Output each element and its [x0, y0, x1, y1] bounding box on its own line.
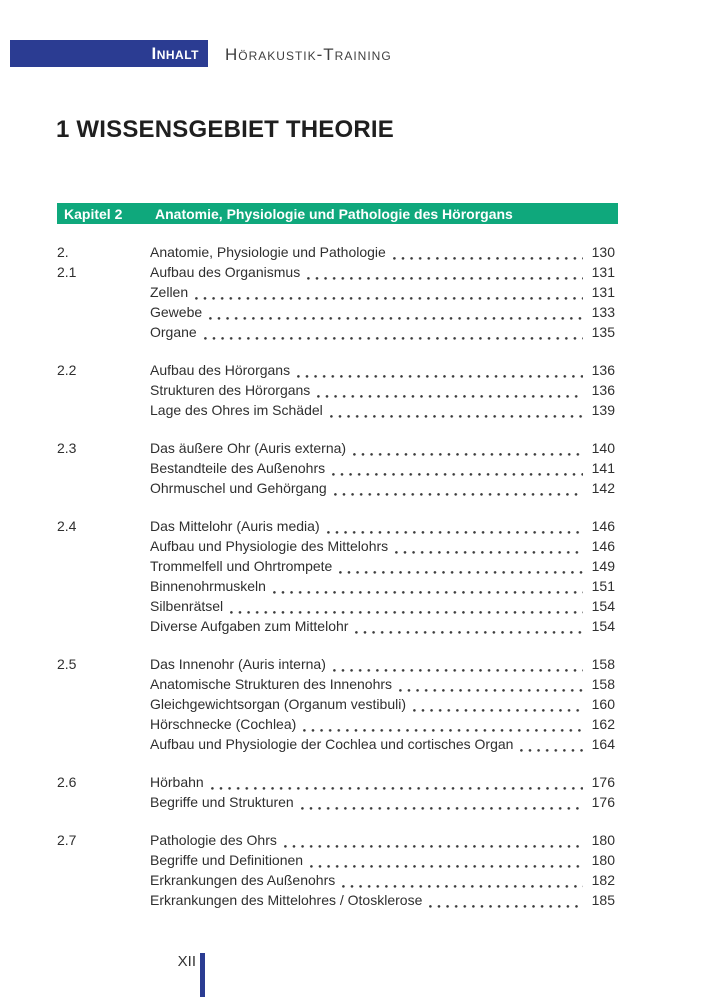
page-number: XII — [177, 953, 196, 970]
toc-entry — [57, 460, 615, 480]
toc-entry-title: Lage des Ohres im Schädel — [150, 402, 323, 418]
part-title: 1 WISSENSGEBIET THEORIE — [56, 116, 394, 143]
toc — [57, 244, 615, 930]
toc-entry-title: Trommelfell und Ohrtrompete — [150, 558, 333, 574]
chapter-banner — [57, 203, 618, 224]
toc-entry-page: 136 — [591, 362, 615, 378]
toc-group — [57, 518, 615, 638]
toc-entry-page: 139 — [591, 402, 615, 418]
toc-entry — [57, 892, 615, 912]
toc-entry-page: 149 — [591, 558, 615, 574]
toc-entry-page: 131 — [591, 284, 615, 300]
toc-entry-title: Hörschnecke (Cochlea) — [150, 716, 297, 732]
toc-entry-number: 2.2 — [57, 362, 77, 378]
toc-entry — [57, 872, 615, 892]
toc-entry-title: Ohrmuschel und Gehörgang — [150, 480, 327, 496]
dot-leader — [342, 885, 583, 888]
toc-entry-page: 176 — [591, 774, 615, 790]
toc-group — [57, 832, 615, 912]
toc-entry — [57, 676, 615, 696]
toc-entry-title: Aufbau des Hörorgans — [150, 362, 291, 378]
dot-leader — [273, 591, 583, 594]
dot-leader — [297, 375, 583, 378]
toc-entry-page: 136 — [591, 382, 615, 398]
toc-entry — [57, 558, 615, 578]
toc-entry-page: 162 — [591, 716, 615, 732]
dot-leader — [301, 807, 583, 810]
toc-entry-page: 154 — [591, 618, 615, 634]
toc-entry-title: Diverse Aufgaben zum Mittelohr — [150, 618, 349, 634]
toc-entry — [57, 598, 615, 618]
toc-entry-page: 141 — [591, 460, 615, 476]
toc-entry — [57, 578, 615, 598]
toc-entry-page: 182 — [591, 872, 615, 888]
toc-entry-page: 142 — [591, 480, 615, 496]
dot-leader — [429, 905, 583, 908]
toc-entry — [57, 244, 615, 264]
toc-entry — [57, 716, 615, 736]
toc-entry-title: Strukturen des Hörorgans — [150, 382, 311, 398]
toc-entry — [57, 794, 615, 814]
toc-entry — [57, 538, 615, 558]
chapter-number: Kapitel 2 — [64, 205, 123, 222]
toc-entry — [57, 736, 615, 756]
dot-leader — [317, 395, 583, 398]
toc-entry-title: Organe — [150, 324, 197, 340]
toc-entry-page: 185 — [591, 892, 615, 908]
folio-bar — [200, 953, 205, 997]
toc-entry-title: Aufbau und Physiologie des Mittelohrs — [150, 538, 389, 554]
dot-leader — [399, 689, 583, 692]
dot-leader — [332, 473, 583, 476]
book-title: Hörakustik-Training — [225, 45, 392, 64]
toc-entry-title: Das Innenohr (Auris interna) — [150, 656, 326, 672]
dot-leader — [353, 453, 583, 456]
dot-leader — [195, 297, 583, 300]
toc-entry — [57, 618, 615, 638]
toc-entry — [57, 304, 615, 324]
toc-entry-title: Binnenohrmuskeln — [150, 578, 266, 594]
dot-leader — [413, 709, 583, 712]
toc-entry — [57, 696, 615, 716]
dot-leader — [339, 571, 583, 574]
toc-entry-number: 2.3 — [57, 440, 77, 456]
toc-group — [57, 656, 615, 756]
dot-leader — [209, 317, 583, 320]
toc-entry-number: 2.6 — [57, 774, 77, 790]
toc-entry-title: Gewebe — [150, 304, 203, 320]
toc-entry-title: Silbenrätsel — [150, 598, 224, 614]
toc-entry-number: 2.4 — [57, 518, 77, 534]
toc-entry-page: 130 — [591, 244, 615, 260]
toc-entry — [57, 656, 615, 676]
dot-leader — [204, 337, 583, 340]
toc-entry-page: 146 — [591, 518, 615, 534]
toc-entry-page: 131 — [591, 264, 615, 280]
toc-entry-title: Aufbau des Organismus — [150, 264, 301, 280]
toc-entry-title: Hörbahn — [150, 774, 204, 790]
dot-leader — [520, 749, 583, 752]
toc-entry — [57, 480, 615, 500]
toc-entry-page: 140 — [591, 440, 615, 456]
toc-entry — [57, 440, 615, 460]
dot-leader — [333, 669, 583, 672]
chapter-title: Anatomie, Physiologie und Pathologie des Hörorgans — [155, 205, 513, 222]
toc-group — [57, 774, 615, 814]
dot-leader — [327, 531, 583, 534]
running-header — [0, 40, 707, 67]
toc-entry-title: Anatomie, Physiologie und Pathologie — [150, 244, 386, 260]
dot-leader — [230, 611, 583, 614]
toc-entry — [57, 402, 615, 422]
dot-leader — [307, 277, 583, 280]
toc-entry — [57, 518, 615, 538]
toc-entry — [57, 284, 615, 304]
dot-leader — [303, 729, 583, 732]
toc-entry-title: Bestandteile des Außenohrs — [150, 460, 326, 476]
dot-leader — [355, 631, 583, 634]
toc-entry-title: Das Mittelohr (Auris media) — [150, 518, 320, 534]
toc-entry — [57, 832, 615, 852]
toc-entry-title: Begriffe und Strukturen — [150, 794, 294, 810]
section-label-band — [10, 40, 208, 67]
toc-entry-title: Erkrankungen des Außenohrs — [150, 872, 336, 888]
toc-entry-title: Begriffe und Definitionen — [150, 852, 304, 868]
section-label: Inhalt — [151, 43, 199, 63]
dot-leader — [393, 257, 583, 260]
toc-entry-page: 151 — [591, 578, 615, 594]
toc-entry-page: 135 — [591, 324, 615, 340]
toc-entry-page: 158 — [591, 676, 615, 692]
toc-entry — [57, 382, 615, 402]
toc-entry-page: 158 — [591, 656, 615, 672]
toc-entry-number: 2.1 — [57, 264, 77, 280]
toc-entry-page: 180 — [591, 832, 615, 848]
dot-leader — [330, 415, 583, 418]
toc-entry — [57, 362, 615, 382]
toc-entry-title: Aufbau und Physiologie der Cochlea und cortisches Organ — [150, 736, 514, 752]
toc-entry-title: Gleichgewichtsorgan (Organum vestibuli) — [150, 696, 406, 712]
dot-leader — [310, 865, 583, 868]
toc-entry-number: 2. — [57, 244, 69, 260]
toc-entry-title: Zellen — [150, 284, 189, 300]
toc-entry-title: Erkrankungen des Mittelohres / Otosklerose — [150, 892, 423, 908]
toc-entry-page: 164 — [591, 736, 615, 752]
toc-group — [57, 244, 615, 344]
toc-entry-page: 160 — [591, 696, 615, 712]
toc-entry-title: Das äußere Ohr (Auris externa) — [150, 440, 347, 456]
toc-entry-page: 133 — [591, 304, 615, 320]
toc-entry — [57, 852, 615, 872]
toc-entry-number: 2.7 — [57, 832, 77, 848]
dot-leader — [211, 787, 583, 790]
toc-entry-page: 146 — [591, 538, 615, 554]
toc-group — [57, 440, 615, 500]
toc-entry-page: 180 — [591, 852, 615, 868]
dot-leader — [395, 551, 583, 554]
dot-leader — [284, 845, 583, 848]
dot-leader — [334, 493, 583, 496]
toc-group — [57, 362, 615, 422]
toc-entry-page: 176 — [591, 794, 615, 810]
toc-entry — [57, 324, 615, 344]
toc-entry-number: 2.5 — [57, 656, 77, 672]
toc-entry-title: Anatomische Strukturen des Innenohrs — [150, 676, 393, 692]
toc-entry — [57, 264, 615, 284]
toc-entry-page: 154 — [591, 598, 615, 614]
toc-entry-title: Pathologie des Ohrs — [150, 832, 277, 848]
toc-entry — [57, 774, 615, 794]
